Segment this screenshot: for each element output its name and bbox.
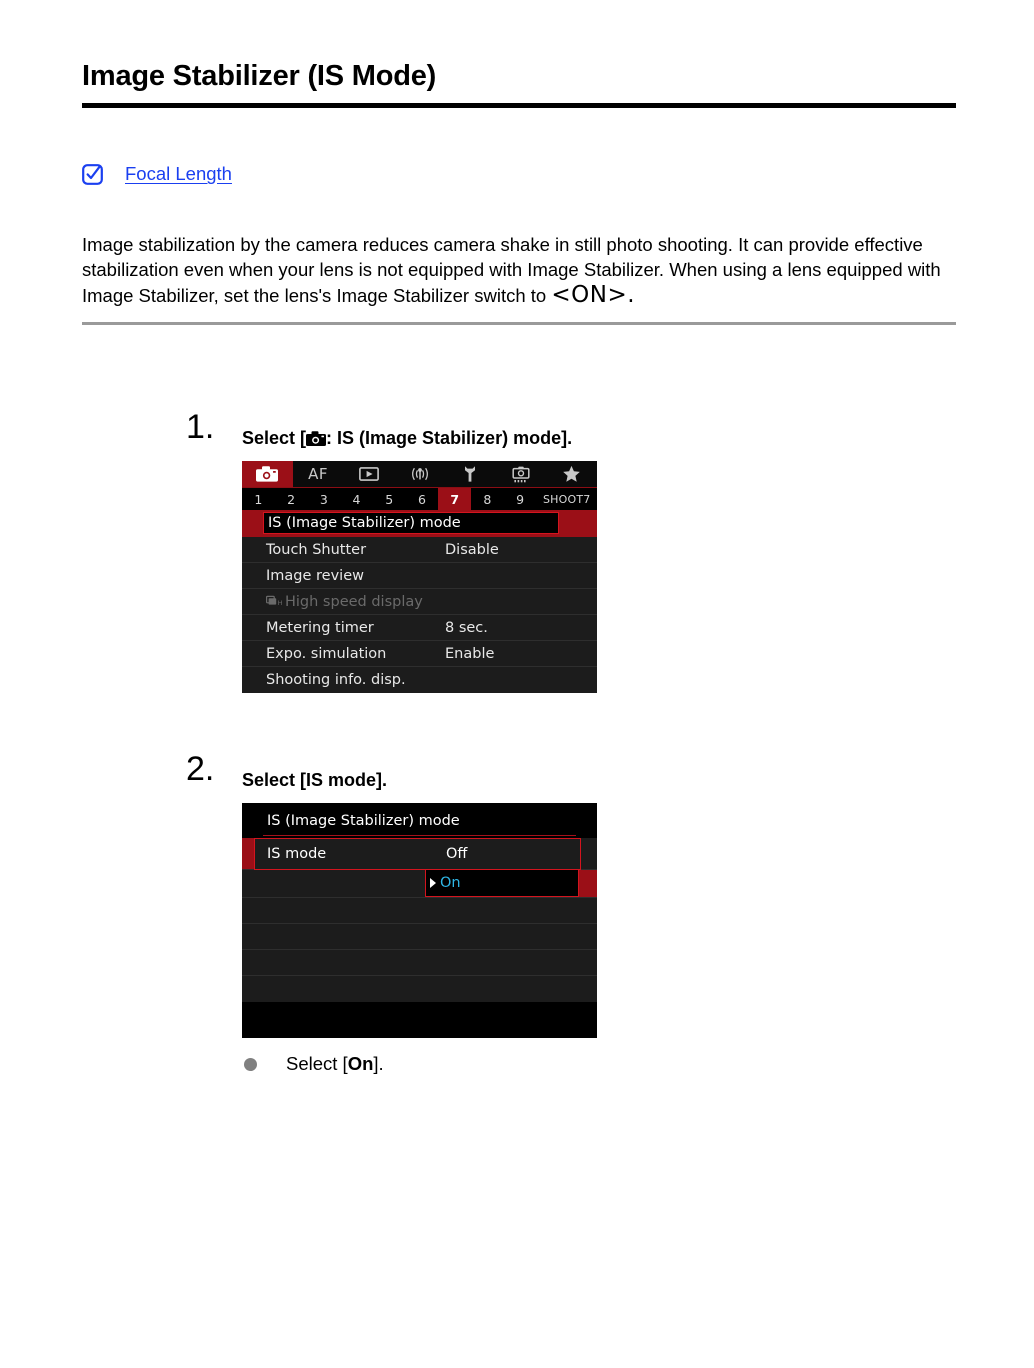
menu-row-empty <box>242 950 597 976</box>
page-number-8[interactable]: 8 <box>483 491 492 507</box>
sidebar-item-playback-tab[interactable] <box>343 461 394 487</box>
page-number-3[interactable]: 3 <box>319 491 328 507</box>
menu-row-label: Touch Shutter <box>266 541 367 558</box>
menu-row-empty <box>242 976 597 1002</box>
note-bullet-row <box>244 1053 384 1075</box>
note-text-bold: On <box>347 1053 374 1074</box>
sidebar-item-wireless-tab[interactable] <box>394 461 445 487</box>
page-number-4[interactable]: 4 <box>352 491 361 507</box>
is-mode-screen-header <box>242 803 597 838</box>
menu-item-list[interactable] <box>242 510 597 693</box>
menu-row-is-mode-highlight <box>263 512 559 534</box>
wrench-icon <box>462 465 478 483</box>
on-switch-literal <box>551 282 635 308</box>
page-number-1[interactable]: 1 <box>254 491 263 507</box>
page-number-6[interactable]: 6 <box>417 491 426 507</box>
camera-menu-screenshot-2[interactable] <box>242 803 597 1038</box>
bullet-icon <box>244 1058 257 1071</box>
step-2-heading: Select [IS mode]. <box>242 770 388 790</box>
sidebar-item-setup-tab[interactable] <box>445 461 496 487</box>
af-tab-label: AF <box>308 465 329 483</box>
menu-row-label: Metering timer <box>266 619 374 636</box>
star-icon <box>562 465 581 483</box>
menu-row-value: Disable <box>445 541 499 558</box>
menu-row-high-speed-display <box>242 589 597 615</box>
dropdown-marker-right <box>579 870 597 897</box>
on-label: ON <box>571 281 608 308</box>
camera-menu-screenshot-1[interactable] <box>242 461 597 693</box>
step-1-heading <box>242 427 572 449</box>
is-mode-setting-box <box>254 838 581 870</box>
page-title: Image Stabilizer (IS Mode) <box>82 60 437 92</box>
sidebar-item-custom-functions-tab[interactable] <box>496 461 547 487</box>
note-text <box>286 1053 384 1075</box>
screen-bottom-bar <box>242 1002 597 1038</box>
selected-option-arrow-icon <box>430 878 436 888</box>
menu-row-label: High speed display <box>285 593 423 610</box>
camera-icon <box>256 466 278 482</box>
sidebar-item-camera-tab[interactable] <box>242 461 293 487</box>
menu-row-label: Shooting info. disp. <box>266 672 406 688</box>
section-divider <box>82 322 956 325</box>
is-mode-dropdown-row[interactable] <box>242 870 597 898</box>
intro-text: Image stabilization by the camera reduces camera shake in still photo shooting. It can provide effective stabilization even when your lens is not equipped with Image Stabilizer. When using a lens equipped with Image Stabilizer, set the lens's Image Stabilizer switch to <box>82 233 941 306</box>
menu-row-empty <box>242 924 597 950</box>
selection-marker-left <box>242 838 254 869</box>
menu-row-label: Image review <box>266 567 364 584</box>
on-bracket-open: < <box>551 281 572 308</box>
camera-icon <box>306 431 326 446</box>
menu-row-empty <box>242 898 597 924</box>
playback-icon <box>359 467 379 481</box>
menu-row-expo-simulation[interactable] <box>242 641 597 667</box>
is-mode-value: Off <box>446 846 468 862</box>
is-mode-label: IS mode <box>267 846 327 862</box>
menu-row-is-mode[interactable] <box>242 510 597 537</box>
menu-row-label: Expo. simulation <box>266 645 387 662</box>
menu-row-touch-shutter[interactable] <box>242 537 597 563</box>
title-block <box>82 58 956 108</box>
burst-high-icon <box>266 595 284 608</box>
dropdown-option-label: On <box>440 875 461 891</box>
sidebar-item-my-menu-tab[interactable] <box>546 461 597 487</box>
focal-length-link[interactable]: Focal Length <box>125 163 232 184</box>
svg-text:H: H <box>277 598 283 607</box>
page-number-9[interactable]: 9 <box>516 491 525 507</box>
menu-row-label: IS (Image Stabilizer) mode <box>268 515 461 531</box>
menu-tab-bar[interactable] <box>242 461 597 488</box>
on-bracket-close: >. <box>607 281 636 308</box>
page-number-7[interactable]: 7 <box>438 488 471 510</box>
wireless-icon <box>408 466 432 482</box>
custom-camera-icon <box>511 466 531 483</box>
note-text-after: ]. <box>373 1053 384 1074</box>
menu-row-metering-timer[interactable] <box>242 615 597 641</box>
page-number-2[interactable]: 2 <box>287 491 296 507</box>
menu-row-shooting-info-disp[interactable] <box>242 667 597 693</box>
title-divider <box>82 103 956 108</box>
related-link-row[interactable] <box>82 160 232 188</box>
page-label: SHOOT7 <box>542 492 591 506</box>
step-2-number: 2. <box>186 750 215 788</box>
is-mode-dropdown-option-on[interactable] <box>425 869 579 897</box>
intro-paragraph <box>82 232 958 309</box>
menu-row-value: Enable <box>445 645 495 662</box>
step-1-heading-prefix: Select [ <box>242 428 307 448</box>
step-1-heading-suffix: : IS (Image Stabilizer) mode]. <box>326 428 573 448</box>
menu-row-label-wrap <box>242 594 423 610</box>
note-text-before: Select [ <box>286 1053 348 1074</box>
step-1-number: 1. <box>186 408 215 446</box>
sidebar-item-af-tab[interactable] <box>293 461 344 487</box>
is-mode-screen-title: IS (Image Stabilizer) mode <box>267 812 460 829</box>
menu-row-image-review[interactable] <box>242 563 597 589</box>
selection-marker-right <box>581 838 597 869</box>
note-check-icon <box>82 164 103 185</box>
is-mode-setting-row[interactable] <box>242 838 597 870</box>
menu-row-value: 8 sec. <box>445 619 488 636</box>
page-number-5[interactable]: 5 <box>385 491 394 507</box>
menu-page-number-bar[interactable] <box>242 488 597 510</box>
